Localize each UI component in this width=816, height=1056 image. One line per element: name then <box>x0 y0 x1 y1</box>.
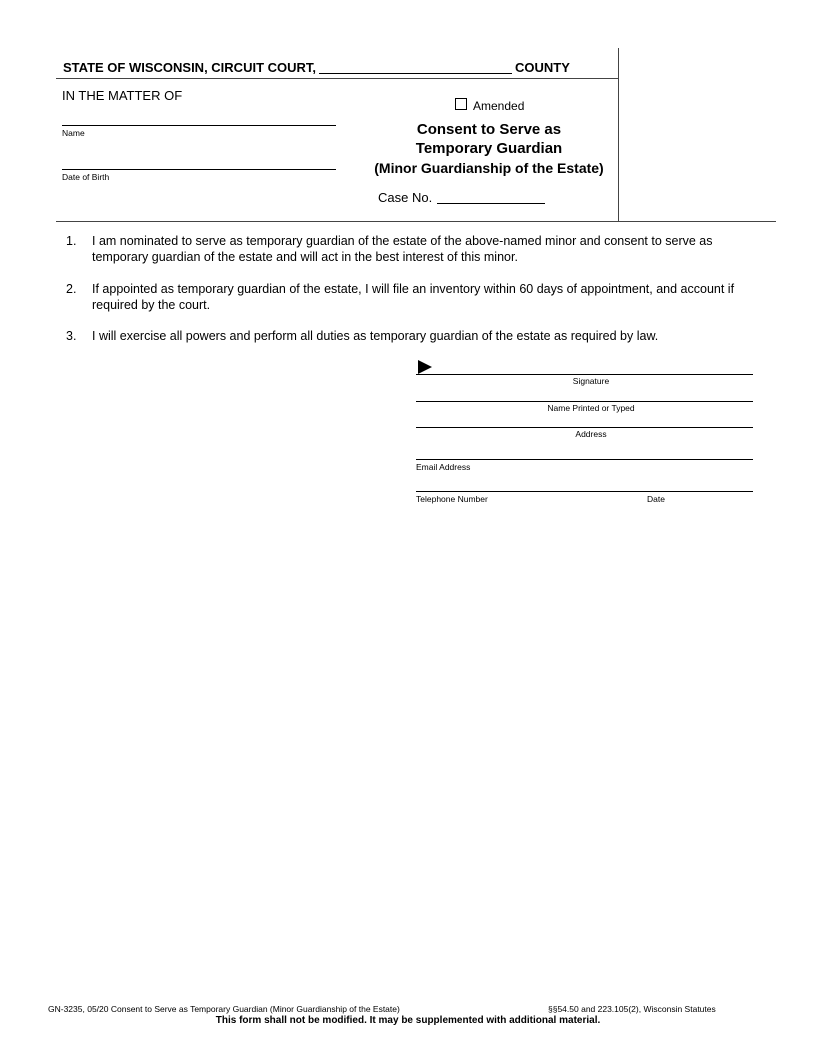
signature-arrow-icon <box>418 360 432 374</box>
address-field[interactable] <box>416 427 753 428</box>
case-number <box>378 190 545 205</box>
name-field[interactable] <box>62 125 336 126</box>
item-text: I will exercise all powers and perform all duties as temporary guardian of the estate as required by law. <box>92 329 659 343</box>
date-label: Date <box>647 494 665 504</box>
caption-divider-bottom <box>56 221 776 222</box>
signature-label: Signature <box>572 376 610 386</box>
list-item <box>66 281 766 315</box>
list-item <box>66 328 766 346</box>
email-field[interactable] <box>416 459 753 460</box>
phone-date-field[interactable] <box>416 491 753 492</box>
signature-field[interactable] <box>416 374 753 375</box>
footer-notice: This form shall not be modified. It may be supplemented with additional material. <box>215 1015 601 1026</box>
printed-name-label: Name Printed or Typed <box>547 403 635 413</box>
footer-statutes: §§54.50 and 223.105(2), Wisconsin Statutes <box>548 1004 716 1014</box>
name-label: Name <box>62 128 85 138</box>
list-item <box>66 233 766 267</box>
county-field[interactable] <box>319 60 512 74</box>
form-title-line1: Consent to Serve as <box>416 121 562 138</box>
caption-divider-vertical <box>618 48 619 221</box>
item-number: 3. <box>66 329 77 343</box>
caption-divider-top <box>56 78 618 79</box>
phone-label: Telephone Number <box>416 494 488 504</box>
matter-heading: IN THE MATTER OF <box>62 88 183 103</box>
footer-form-id: GN-3235, 05/20 Consent to Serve as Temporary Guardian (Minor Guardianship of the Estate) <box>48 1004 400 1014</box>
dob-label: Date of Birth <box>62 172 110 182</box>
court-heading <box>63 60 570 75</box>
dob-field[interactable] <box>62 169 336 170</box>
form-title-line3: (Minor Guardianship of the Estate) <box>374 160 604 176</box>
item-text: If appointed as temporary guardian of the estate, I will file an inventory within 60 days of appointment, and account if required by the court. <box>92 282 735 312</box>
email-label: Email Address <box>416 462 471 472</box>
item-text: I am nominated to serve as temporary guardian of the estate of the above-named minor and consent to serve as temporary guardian of the estate and will act in the best interest of this minor. <box>92 234 713 264</box>
court-suffix: COUNTY <box>515 60 570 75</box>
case-number-field[interactable] <box>437 190 545 204</box>
court-prefix: STATE OF WISCONSIN, CIRCUIT COURT, <box>63 60 317 75</box>
address-label: Address <box>575 429 607 439</box>
item-number: 2. <box>66 282 77 296</box>
item-number: 1. <box>66 234 77 248</box>
form-title-line2: Temporary Guardian <box>415 140 563 157</box>
amended-checkbox[interactable] <box>455 98 467 110</box>
amended-label: Amended <box>473 99 525 113</box>
printed-name-field[interactable] <box>416 401 753 402</box>
case-number-label: Case No. <box>378 190 433 205</box>
